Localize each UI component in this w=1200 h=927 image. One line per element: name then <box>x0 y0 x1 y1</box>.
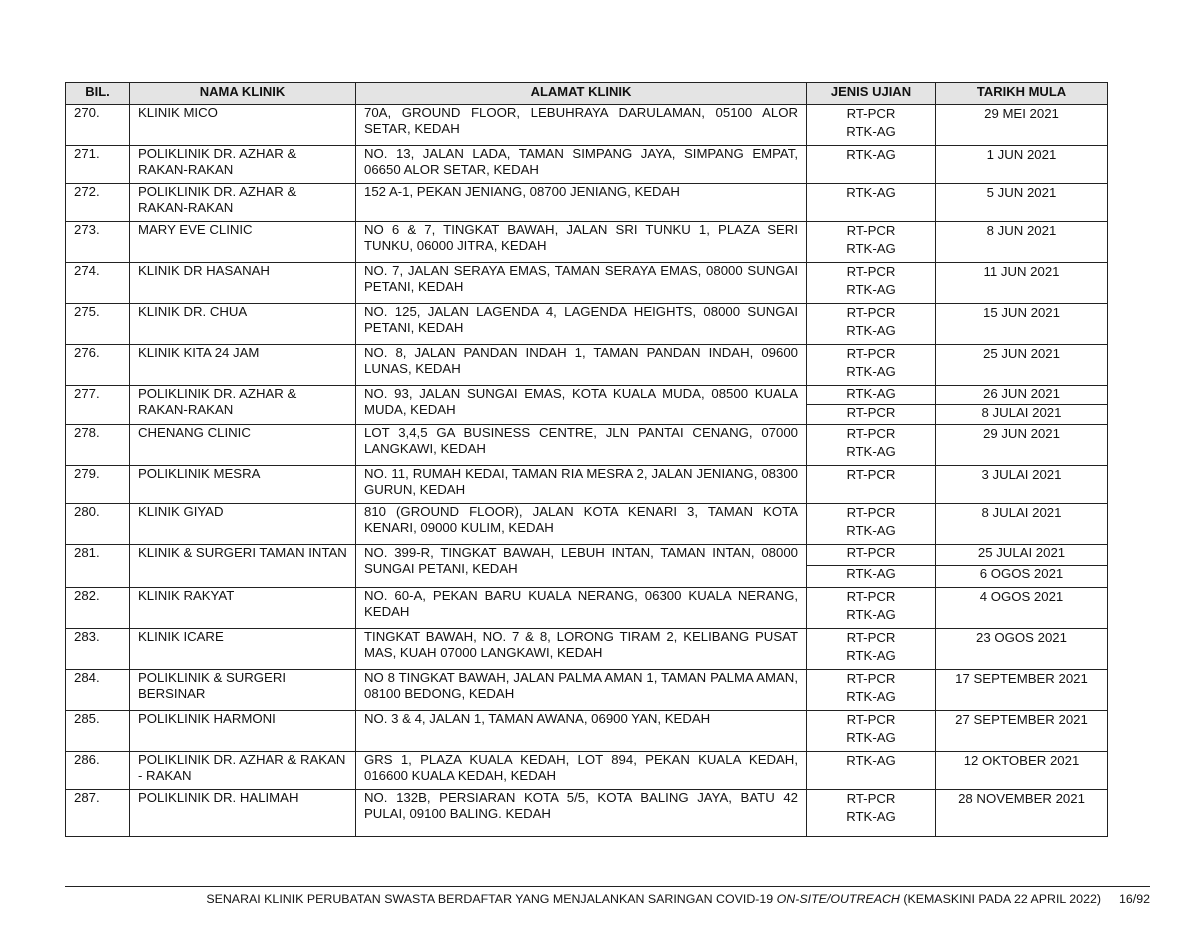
test-type: RT-PCR <box>846 305 896 320</box>
clinic-address: NO. 8, JALAN PANDAN INDAH 1, TAMAN PANDAN INDAH, 09600 LUNAS, KEDAH <box>356 345 807 386</box>
start-date: 5 JUN 2021 <box>936 184 1108 222</box>
clinic-name: POLIKLINIK MESRA <box>130 466 356 504</box>
clinic-name: KLINIK RAKYAT <box>130 588 356 629</box>
clinic-name: KLINIK ICARE <box>130 629 356 670</box>
row-number: 283. <box>66 629 130 670</box>
start-date: 17 SEPTEMBER 2021 <box>936 670 1108 711</box>
test-type: RT-PCR <box>846 426 896 441</box>
test-type: RTK-AG <box>846 730 896 745</box>
row-number: 271. <box>66 146 130 184</box>
table-row <box>66 752 1108 790</box>
clinic-address: NO 8 TINGKAT BAWAH, JALAN PALMA AMAN 1, TAMAN PALMA AMAN, 08100 BEDONG, KEDAH <box>356 670 807 711</box>
page-footer <box>65 892 1150 906</box>
start-date: 28 NOVEMBER 2021 <box>936 790 1108 837</box>
test-type: RTK-AG <box>846 323 896 338</box>
start-date: 3 JULAI 2021 <box>936 466 1108 504</box>
clinic-name: POLIKLINIK DR. AZHAR & RAKAN-RAKAN <box>130 184 356 222</box>
footer-update: (KEMASKINI PADA 22 APRIL 2022) <box>899 892 1101 906</box>
header-address: ALAMAT KLINIK <box>356 83 807 105</box>
clinic-address: 70A, GROUND FLOOR, LEBUHRAYA DARULAMAN, 05100 ALOR SETAR, KEDAH <box>356 105 807 146</box>
header-tests: JENIS UJIAN <box>807 83 936 105</box>
test-types <box>807 263 936 304</box>
clinic-name: POLIKLINIK DR. AZHAR & RAKAN - RAKAN <box>130 752 356 790</box>
start-date: 8 JUN 2021 <box>936 222 1108 263</box>
clinic-name: KLINIK & SURGERI TAMAN INTAN <box>130 545 356 588</box>
test-type: RTK-AG <box>807 386 936 405</box>
table-row <box>66 545 1108 566</box>
table-row <box>66 504 1108 545</box>
row-number: 287. <box>66 790 130 837</box>
test-types <box>807 345 936 386</box>
clinic-address: LOT 3,4,5 GA BUSINESS CENTRE, JLN PANTAI CENANG, 07000 LANGKAWI, KEDAH <box>356 425 807 466</box>
row-number: 275. <box>66 304 130 345</box>
clinic-name: KLINIK DR. CHUA <box>130 304 356 345</box>
test-types <box>807 790 936 837</box>
footer-text: SENARAI KLINIK PERUBATAN SWASTA BERDAFTAR YANG MENJALANKAN SARINGAN COVID-19 <box>206 892 777 906</box>
row-number: 286. <box>66 752 130 790</box>
test-type: RT-PCR <box>846 106 896 121</box>
test-type: RTK-AG <box>807 566 936 588</box>
start-date: 6 OGOS 2021 <box>936 566 1108 588</box>
clinic-name: MARY EVE CLINIC <box>130 222 356 263</box>
test-type: RT-PCR <box>846 264 896 279</box>
row-number: 278. <box>66 425 130 466</box>
table-row <box>66 105 1108 146</box>
clinic-address: NO. 7, JALAN SERAYA EMAS, TAMAN SERAYA EMAS, 08000 SUNGAI PETANI, KEDAH <box>356 263 807 304</box>
test-types <box>807 466 936 504</box>
clinic-name: KLINIK KITA 24 JAM <box>130 345 356 386</box>
row-number: 272. <box>66 184 130 222</box>
test-type: RTK-AG <box>846 809 896 824</box>
clinic-address: NO. 13, JALAN LADA, TAMAN SIMPANG JAYA, SIMPANG EMPAT, 06650 ALOR SETAR, KEDAH <box>356 146 807 184</box>
table-row <box>66 670 1108 711</box>
table-header-row <box>66 83 1108 105</box>
test-type: RTK-AG <box>846 444 896 459</box>
test-type: RT-PCR <box>846 589 896 604</box>
header-no: BIL. <box>66 83 130 105</box>
table-row <box>66 146 1108 184</box>
table-row <box>66 345 1108 386</box>
clinic-name: POLIKLINIK DR. AZHAR & RAKAN-RAKAN <box>130 386 356 425</box>
test-type: RTK-AG <box>846 753 896 768</box>
clinic-name: POLIKLINIK DR. AZHAR & RAKAN-RAKAN <box>130 146 356 184</box>
table-row <box>66 425 1108 466</box>
table-row <box>66 466 1108 504</box>
clinic-address: NO. 93, JALAN SUNGAI EMAS, KOTA KUALA MUDA, 08500 KUALA MUDA, KEDAH <box>356 386 807 425</box>
test-types <box>807 504 936 545</box>
clinic-address: NO. 3 & 4, JALAN 1, TAMAN AWANA, 06900 YAN, KEDAH <box>356 711 807 752</box>
footer-divider <box>65 886 1150 887</box>
test-type: RT-PCR <box>846 671 896 686</box>
clinic-address: NO 6 & 7, TINGKAT BAWAH, JALAN SRI TUNKU 1, PLAZA SERI TUNKU, 06000 JITRA, KEDAH <box>356 222 807 263</box>
table-row <box>66 790 1108 837</box>
clinic-address: 152 A-1, PEKAN JENIANG, 08700 JENIANG, KEDAH <box>356 184 807 222</box>
table-row <box>66 263 1108 304</box>
row-number: 270. <box>66 105 130 146</box>
clinic-name: POLIKLINIK HARMONI <box>130 711 356 752</box>
test-types <box>807 629 936 670</box>
test-type: RT-PCR <box>846 791 896 806</box>
test-types <box>807 425 936 466</box>
row-number: 280. <box>66 504 130 545</box>
clinic-name: CHENANG CLINIC <box>130 425 356 466</box>
test-types <box>807 711 936 752</box>
test-type: RTK-AG <box>846 648 896 663</box>
table-row <box>66 184 1108 222</box>
test-type: RTK-AG <box>846 689 896 704</box>
start-date: 29 MEI 2021 <box>936 105 1108 146</box>
clinic-address: NO. 125, JALAN LAGENDA 4, LAGENDA HEIGHTS, 08000 SUNGAI PETANI, KEDAH <box>356 304 807 345</box>
test-type: RTK-AG <box>846 147 896 162</box>
table-row <box>66 629 1108 670</box>
footer-italic: ON-SITE/OUTREACH <box>776 892 900 906</box>
clinic-name: POLIKLINIK & SURGERI BERSINAR <box>130 670 356 711</box>
test-types <box>807 222 936 263</box>
start-date: 29 JUN 2021 <box>936 425 1108 466</box>
row-number: 279. <box>66 466 130 504</box>
test-types <box>807 105 936 146</box>
test-type: RTK-AG <box>846 185 896 200</box>
start-date: 23 OGOS 2021 <box>936 629 1108 670</box>
table-row <box>66 222 1108 263</box>
row-number: 276. <box>66 345 130 386</box>
clinic-address: 810 (GROUND FLOOR), JALAN KOTA KENARI 3, TAMAN KOTA KENARI, 09000 KULIM, KEDAH <box>356 504 807 545</box>
start-date: 12 OKTOBER 2021 <box>936 752 1108 790</box>
row-number: 274. <box>66 263 130 304</box>
test-type: RTK-AG <box>846 282 896 297</box>
test-type: RT-PCR <box>807 405 936 425</box>
table-body <box>66 105 1108 837</box>
start-date: 8 JULAI 2021 <box>936 504 1108 545</box>
test-type: RT-PCR <box>846 467 896 482</box>
clinic-table <box>65 82 1108 837</box>
table-row <box>66 304 1108 345</box>
test-type: RT-PCR <box>846 346 896 361</box>
clinic-name: KLINIK DR HASANAH <box>130 263 356 304</box>
start-date: 4 OGOS 2021 <box>936 588 1108 629</box>
test-type: RT-PCR <box>846 712 896 727</box>
start-date: 26 JUN 2021 <box>936 386 1108 405</box>
test-types <box>807 752 936 790</box>
page-number: 16/92 <box>1118 892 1150 906</box>
test-type: RTK-AG <box>846 607 896 622</box>
clinic-name: KLINIK MICO <box>130 105 356 146</box>
test-type: RT-PCR <box>846 223 896 238</box>
clinic-address: NO. 132B, PERSIARAN KOTA 5/5, KOTA BALING JAYA, BATU 42 PULAI, 09100 BALING. KEDAH <box>356 790 807 837</box>
clinic-address: NO. 60-A, PEKAN BARU KUALA NERANG, 06300 KUALA NERANG, KEDAH <box>356 588 807 629</box>
header-date: TARIKH MULA <box>936 83 1108 105</box>
start-date: 27 SEPTEMBER 2021 <box>936 711 1108 752</box>
table-row <box>66 711 1108 752</box>
row-number: 277. <box>66 386 130 425</box>
start-date: 11 JUN 2021 <box>936 263 1108 304</box>
start-date: 25 JUN 2021 <box>936 345 1108 386</box>
table-row <box>66 386 1108 405</box>
test-type: RT-PCR <box>807 545 936 566</box>
clinic-address: TINGKAT BAWAH, NO. 7 & 8, LORONG TIRAM 2, KELIBANG PUSAT MAS, KUAH 07000 LANGKAWI, KEDAH <box>356 629 807 670</box>
test-type: RTK-AG <box>846 124 896 139</box>
header-name: NAMA KLINIK <box>130 83 356 105</box>
test-types <box>807 588 936 629</box>
clinic-address: NO. 399-R, TINGKAT BAWAH, LEBUH INTAN, TAMAN INTAN, 08000 SUNGAI PETANI, KEDAH <box>356 545 807 588</box>
test-types <box>807 184 936 222</box>
test-type: RT-PCR <box>846 505 896 520</box>
row-number: 285. <box>66 711 130 752</box>
start-date: 15 JUN 2021 <box>936 304 1108 345</box>
clinic-name: KLINIK GIYAD <box>130 504 356 545</box>
test-types <box>807 146 936 184</box>
test-type: RTK-AG <box>846 241 896 256</box>
row-number: 284. <box>66 670 130 711</box>
table-row <box>66 588 1108 629</box>
test-type: RTK-AG <box>846 523 896 538</box>
start-date: 1 JUN 2021 <box>936 146 1108 184</box>
start-date: 25 JULAI 2021 <box>936 545 1108 566</box>
start-date: 8 JULAI 2021 <box>936 405 1108 425</box>
test-types <box>807 304 936 345</box>
clinic-name: POLIKLINIK DR. HALIMAH <box>130 790 356 837</box>
test-type: RT-PCR <box>846 630 896 645</box>
test-types <box>807 670 936 711</box>
row-number: 273. <box>66 222 130 263</box>
row-number: 282. <box>66 588 130 629</box>
clinic-address: GRS 1, PLAZA KUALA KEDAH, LOT 894, PEKAN KUALA KEDAH, 016600 KUALA KEDAH, KEDAH <box>356 752 807 790</box>
clinic-address: NO. 11, RUMAH KEDAI, TAMAN RIA MESRA 2, JALAN JENIANG, 08300 GURUN, KEDAH <box>356 466 807 504</box>
test-type: RTK-AG <box>846 364 896 379</box>
row-number: 281. <box>66 545 130 588</box>
